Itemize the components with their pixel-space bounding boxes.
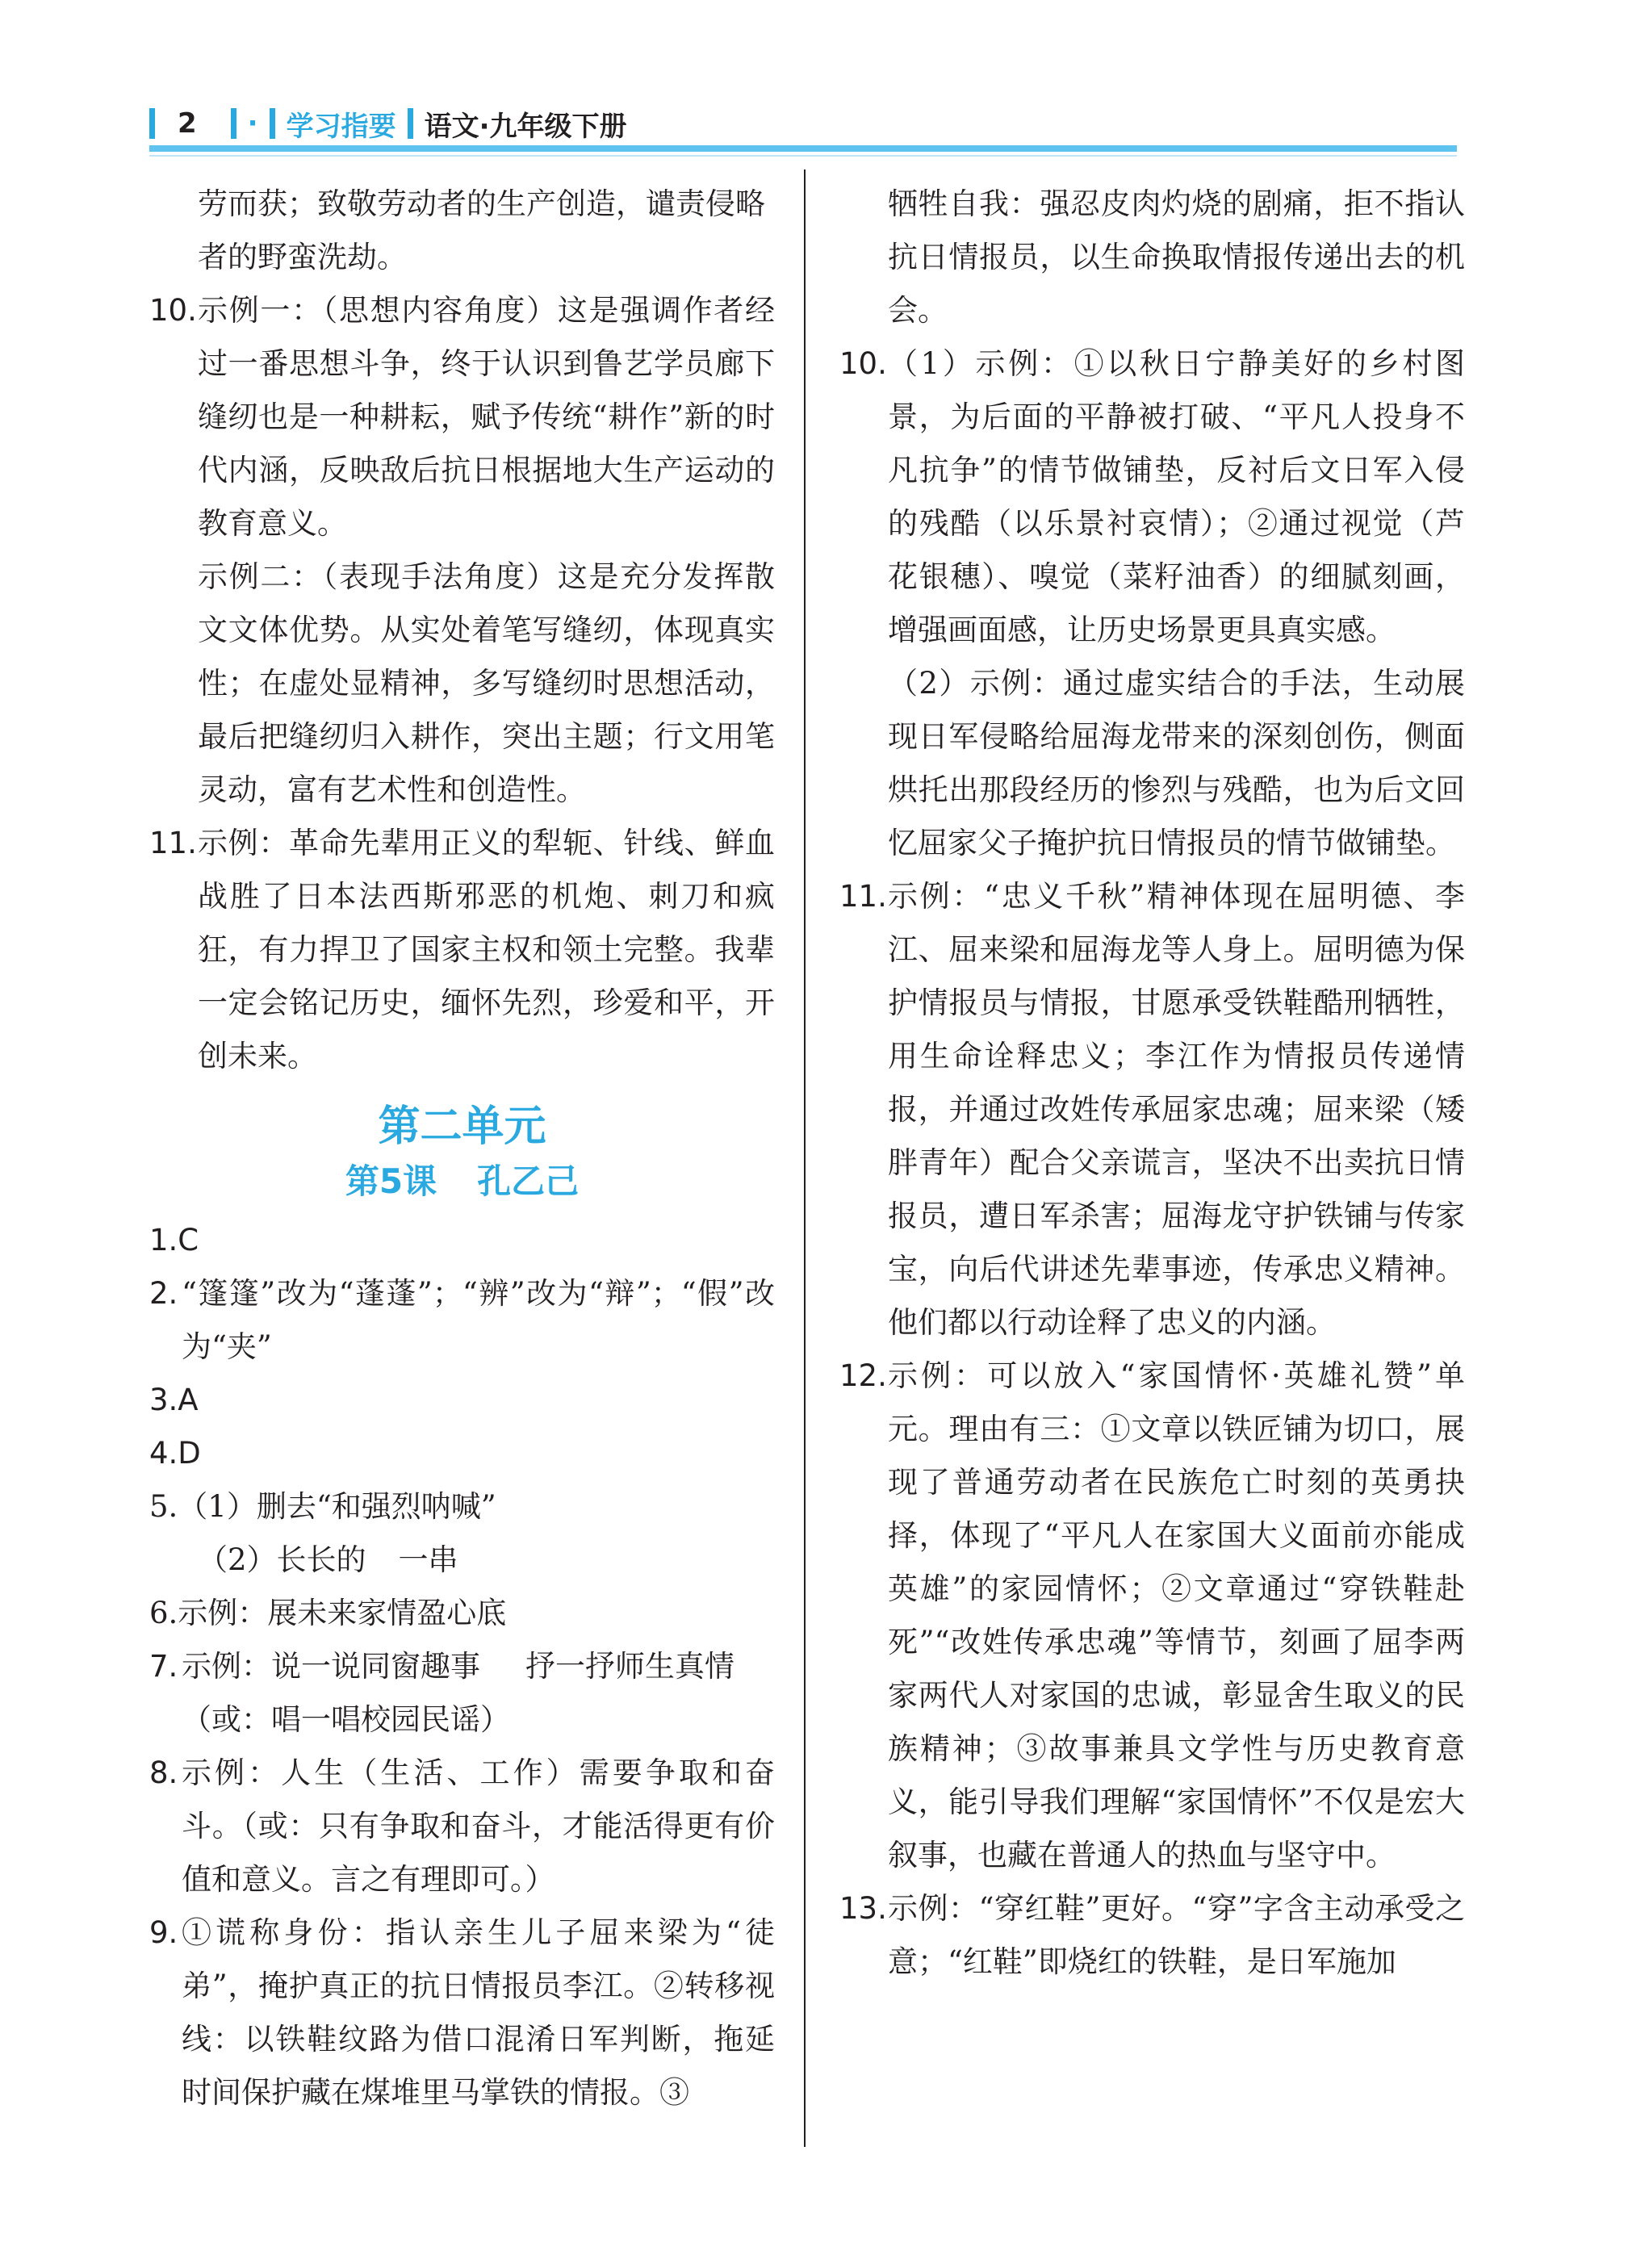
- answer-number: 7.: [149, 1649, 178, 1684]
- intro-line: 劳而获；致敬劳动者的生产创造，谴责侵略: [198, 186, 765, 221]
- answer-7-part: 示例：说一说同窗趣事: [182, 1649, 480, 1684]
- answer-text: [182, 1640, 775, 1747]
- header-bar: [270, 108, 275, 139]
- answer-10-right: [839, 337, 1465, 657]
- header-bar: [149, 108, 155, 139]
- answer-number: 10.: [839, 346, 887, 381]
- lesson-label: 第5课: [345, 1161, 437, 1201]
- left-column: [149, 178, 775, 2119]
- answer-number: 11.: [149, 826, 197, 860]
- answer-text: 示例：可以放入“家国情怀·英雄礼赞”单元。理由有三：①文章以铁匠铺为切口，展现了普通劳动者在民族危亡时刻的英勇抉择，体现了“平凡人在家国大义面前亦能成英雄”的家园情怀；②文章通过“穿铁鞋赴死”“改姓传承忠魂”等情节，刻画了屈李两家两代人对家国的忠诚，彰显舍生取义的民族精神；③故事兼具文学性与历史教育意义，能引导我们理解“家国情怀”不仅是宏大叙事，也藏在普通人的热血与坚守中。: [888, 1358, 1465, 1873]
- answer-number: 10.: [149, 293, 197, 328]
- page-number: 2: [178, 107, 197, 140]
- answer-7-part: 抒一抒师生真情: [525, 1649, 734, 1684]
- answer-number: 8.: [149, 1755, 178, 1790]
- answer-4: 4.D: [149, 1436, 201, 1471]
- answer-10: [149, 284, 775, 550]
- column-divider: [804, 169, 806, 2147]
- answer-8: [149, 1747, 775, 1906]
- answer-10-part2: （2）示例：通过虚实结合的手法，生动展现日军侵略给屈海龙带来的深刻创伤，侧面烘托出那段经历的惨烈与残酷，也为后文回忆屈家父子掩护抗日情报员的情节做铺垫。: [888, 666, 1465, 860]
- answer-9-continuation: 牺牲自我：强忍皮肉灼烧的剧痛，拒不指认抗日情报员，以生命换取情报传递出去的机会。: [888, 186, 1465, 328]
- answer-text: 示例：人生（生活、工作）需要争取和奋斗。（或：只有争取和奋斗，才能活得更有价值和意义。言之有理即可。）: [182, 1755, 775, 1897]
- answer-2: [149, 1267, 775, 1374]
- answer-3: 3.A: [149, 1383, 199, 1417]
- answer-7: [149, 1640, 775, 1747]
- answer-5: [149, 1480, 775, 1587]
- answer-9: [149, 1906, 775, 2119]
- header-rule: [149, 145, 1457, 152]
- answer-number: 2.: [149, 1276, 178, 1311]
- answer-5-part: （2）长长的: [198, 1542, 366, 1577]
- answer-text: 示例一：（思想内容角度）这是强调作者经过一番思想斗争，终于认识到鲁艺学员廊下缝纫也是一种耕耘，赋予传统“耕作”新的时代内涵，反映敌后抗日根据地大生产运动的教育意义。: [198, 293, 775, 541]
- brand-name: 学习指要: [286, 110, 396, 143]
- answer-6: 6.示例：展未来家情盈心底: [149, 1596, 507, 1630]
- answer-5-line1: 5.（1）删去“和强烈呐喊”: [149, 1489, 496, 1524]
- unit-title: 第二单元: [378, 1103, 546, 1151]
- header-rule-thin: [149, 155, 1457, 157]
- answer-text: 示例：革命先辈用正义的犁轭、针线、鲜血战胜了日本法西斯邪恶的机炮、刺刀和疯狂，有力捍卫了国家主权和领土完整。我辈一定会铭记历史，缅怀先烈，珍爱和平，开创未来。: [198, 826, 775, 1073]
- answer-text: 示例：“忠义千秋”精神体现在屈明德、李江、屈来梁和屈海龙等人身上。屈明德为保护情报员与情报，甘愿承受铁鞋酷刑牺牲，用生命诠释忠义；李江作为情报员传递情报，并通过改姓传承屈家忠魂；屈来梁（矮胖青年）配合父亲谎言，坚决不出卖抗日情报员，遭日军杀害；屈海龙守护铁铺与传家宝，向后代讲述先辈事迹，传承忠义精神。他们都以行动诠释了忠义的内涵。: [888, 879, 1465, 1340]
- lesson-name: 孔乙己: [477, 1161, 580, 1201]
- answer-10-example2: 示例二：（表现手法角度）这是充分发挥散文文体优势。从实处着笔写缝纫，体现真实性；在虚处显精神，多写缝纫时思想活动，最后把缝纫归入耕作，突出主题；行文用笔灵动，富有艺术性和创造性。: [198, 559, 775, 807]
- intro-line: 者的野蛮洗劫。: [198, 240, 407, 274]
- answer-7-alt: （或：唱一唱校园民谣）: [182, 1702, 510, 1737]
- page-header: [149, 103, 627, 144]
- answer-text: “篷篷”改为“蓬蓬”；“辨”改为“辩”；“假”改为“夹”: [182, 1276, 775, 1364]
- answer-5-line2: [149, 1534, 775, 1587]
- right-column: [839, 178, 1465, 1989]
- answer-text: （1）示例：①以秋日宁静美好的乡村图景，为后面的平静被打破、“平凡人投身不凡抗争”的情节做铺垫，反衬后文日军入侵的残酷（以乐景衬哀情）；②通过视觉（芦花银穗）、嗅觉（菜籽油香）的细腻刻画，增强画面感，让历史场景更具真实感。: [888, 346, 1465, 647]
- header-bar: [231, 108, 236, 139]
- answer-number: 11.: [839, 879, 887, 914]
- answer-text: ①谎称身份：指认亲生儿子屈来梁为“徒弟”，掩护真正的抗日情报员李江。②转移视线：以铁鞋纹路为借口混淆日军判断，拖延时间保护藏在煤堆里马掌铁的情报。③: [182, 1915, 775, 2110]
- book-title: 语文·九年级下册: [424, 110, 627, 143]
- answer-1: 1.C: [149, 1223, 199, 1257]
- answer-5-part: 一串: [398, 1542, 458, 1577]
- answer-11: [149, 817, 775, 1083]
- answer-text: 示例：“穿红鞋”更好。“穿”字含主动承受之意；“红鞋”即烧红的铁鞋，是日军施加: [888, 1891, 1465, 1979]
- lesson-title: [149, 1156, 775, 1207]
- answer-number: 13.: [839, 1891, 887, 1926]
- intro-continuation: [149, 178, 775, 284]
- answer-number: 12.: [839, 1358, 887, 1393]
- header-bar: [408, 108, 413, 139]
- answer-12-right: [839, 1350, 1465, 1882]
- answer-number: 9.: [149, 1915, 178, 1950]
- answer-13-right: [839, 1882, 1465, 1989]
- header-dot: ·: [247, 107, 258, 140]
- answer-11-right: [839, 870, 1465, 1350]
